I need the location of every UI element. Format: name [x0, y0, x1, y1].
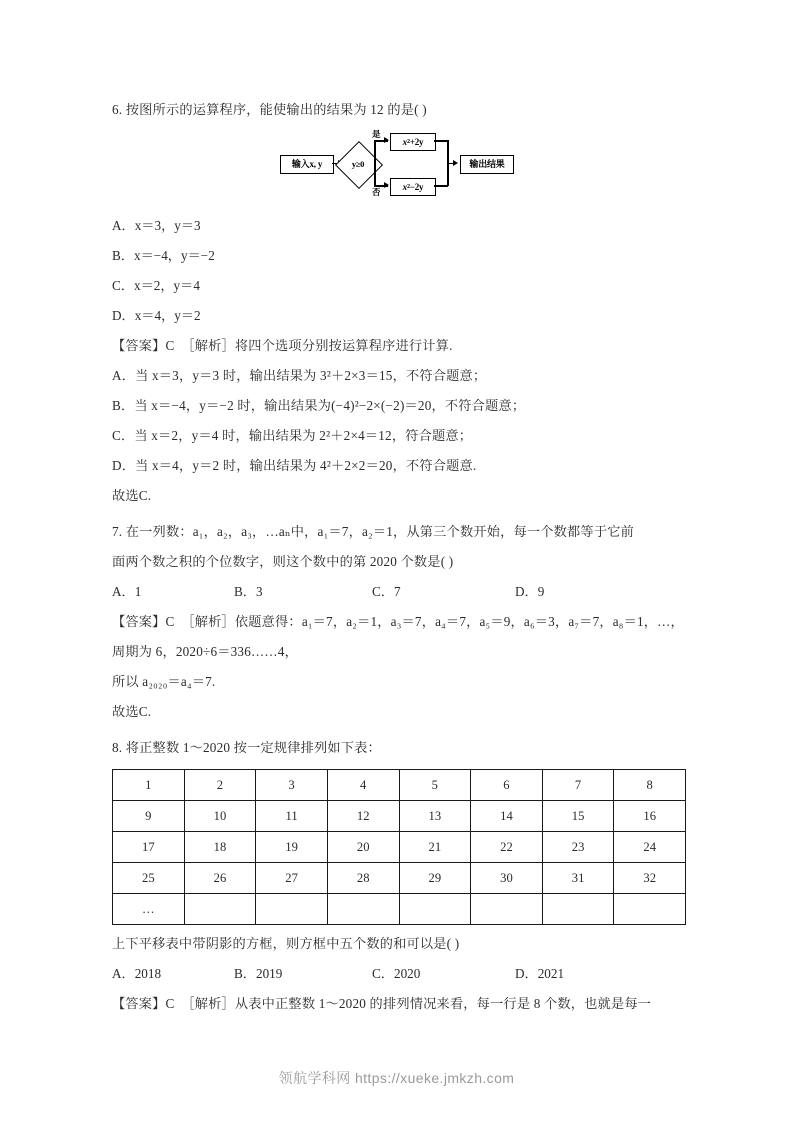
table-row: [113, 832, 686, 863]
question-7-explain-line-3: 所以 a₂₀₂₀＝a₄＝7.: [112, 674, 216, 689]
table-cell: 15: [542, 801, 614, 832]
flow-connector-merge-top: [434, 140, 448, 142]
question-8-answer-line: 【答案】C ［解析］从表中正整数 1～2020 的排列情况来看，每一行是 8 个数，也就是每一: [112, 996, 652, 1011]
question-8-stem: 8. 将正整数 1～2020 按一定规律排列如下表：: [112, 740, 381, 755]
table-cell: 32: [614, 863, 686, 894]
table-cell: 27: [256, 863, 328, 894]
table-row: [113, 770, 686, 801]
table-cell: [327, 894, 399, 925]
table-cell: 18: [184, 832, 256, 863]
table-cell: 14: [471, 801, 543, 832]
flow-connector-yes-vertical: [374, 141, 376, 164]
table-row: [113, 863, 686, 894]
flow-arrowhead-yes: [384, 137, 389, 143]
table-cell: [471, 894, 543, 925]
table-cell: 19: [256, 832, 328, 863]
table-cell: 11: [256, 801, 328, 832]
table-cell: 10: [184, 801, 256, 832]
page-content: [112, 95, 690, 1019]
question-7-option-b: B．3: [234, 584, 263, 599]
table-cell: 8: [614, 770, 686, 801]
question-6-explain-c: C．当 x＝2，y＝4 时，输出结果为 2²＋2×4＝12，符合题意；: [112, 428, 473, 443]
table-cell: 4: [327, 770, 399, 801]
table-cell: 1: [113, 770, 185, 801]
table-cell: 25: [113, 863, 185, 894]
table-cell: [256, 894, 328, 925]
question-7-option-c: C．7: [372, 584, 401, 599]
no-expr-base: x: [402, 181, 407, 192]
table-cell: 26: [184, 863, 256, 894]
yes-expr-exponent: 2: [406, 138, 410, 145]
table-cell: [399, 894, 471, 925]
table-body: [113, 770, 686, 925]
yes-expr-base: x: [402, 136, 407, 147]
table-cell: [614, 894, 686, 925]
no-expr-rest: −2y: [409, 181, 424, 192]
question-6-explain-a: A．当 x＝3，y＝3 时，输出结果为 3²＋2×3＝15，不符合题意；: [112, 368, 487, 383]
question-7-stem-line-1: 7. 在一列数：a₁，a₂，a₃，…aₙ中，a₁＝7，a₂＝1，从第三个数开始，每一个数都等于它前: [112, 524, 634, 539]
question-6-answer-line: 【答案】C ［解析］将四个选项分别按运算程序进行计算.: [112, 338, 453, 353]
table-cell: [542, 894, 614, 925]
question-8-option-b: B．2019: [234, 966, 283, 981]
table-cell: 3: [256, 770, 328, 801]
table-cell: 17: [113, 832, 185, 863]
question-6-option-b: B．x＝−4，y＝−2: [112, 248, 215, 263]
question-7-answer-line: 【答案】C ［解析］依题意得：a₁＝7，a₂＝1，a₃＝7，a₄＝7，a₅＝9，a₆＝3，a₇＝7，a₈＝1，…，: [112, 614, 684, 629]
yes-expr-rest: +2y: [409, 136, 424, 147]
table-cell: 31: [542, 863, 614, 894]
question-7-option-a: A．1: [112, 584, 142, 599]
question-6-explain-b: B．当 x＝−4，y＝−2 时，输出结果为(−4)²−2×(−2)＝20，不符合题意；: [112, 398, 526, 413]
question-8-after-table: 上下平移表中带阴影的方框，则方框中五个数的和可以是( ): [112, 936, 460, 951]
question-6-option-d: D．x＝4，y＝2: [112, 308, 201, 323]
integer-arrangement-table: [112, 769, 686, 925]
flowchart-decision-label: y≥0: [351, 159, 365, 169]
flowchart-yes-label: 是: [372, 129, 381, 139]
question-8-options: [112, 959, 690, 989]
flow-arrowhead-no: [384, 182, 389, 188]
flowchart: [280, 131, 512, 201]
table-cell: [184, 894, 256, 925]
table-cell: 13: [399, 801, 471, 832]
flowchart-yes-expression-box: [390, 133, 436, 151]
flowchart-input-box: 输入x, y: [280, 155, 334, 174]
table-cell: 12: [327, 801, 399, 832]
question-6-stem: 6. 按图所示的运算程序，能使输出的结果为 12 的是( ): [112, 102, 427, 117]
table-cell: 9: [113, 801, 185, 832]
flowchart-output-box: 输出结果: [460, 155, 514, 174]
question-8-option-d: D．2021: [515, 966, 565, 981]
question-6-option-c: C．x＝2，y＝4: [112, 278, 200, 293]
flow-connector-no-vertical: [374, 164, 376, 186]
no-expr-exponent: 2: [406, 183, 410, 190]
table-cell: 30: [471, 863, 543, 894]
flowchart-no-label: 否: [372, 187, 381, 197]
question-7-stem-line-2: 面两个数之积的个位数字，则这个数中的第 2020 个数是( ): [112, 554, 454, 569]
table-cell: 2: [184, 770, 256, 801]
table-cell: 7: [542, 770, 614, 801]
table-cell: 6: [471, 770, 543, 801]
question-7-explain-line-2: 周期为 6，2020÷6＝336……4，: [112, 644, 298, 659]
table-cell: 20: [327, 832, 399, 863]
table-cell: 23: [542, 832, 614, 863]
flowchart-no-expression-box: [390, 178, 436, 196]
table-cell: …: [113, 894, 185, 925]
table-cell: 22: [471, 832, 543, 863]
footer-watermark: 领航学科网 https://xueke.jmkzh.com: [278, 1070, 515, 1086]
flow-arrowhead-output: [453, 160, 458, 166]
table-cell: 24: [614, 832, 686, 863]
question-7-option-d: D．9: [515, 584, 545, 599]
table-cell: 21: [399, 832, 471, 863]
question-7-conclusion: 故选C.: [112, 704, 152, 719]
table-row: [113, 894, 686, 925]
table-row: [113, 801, 686, 832]
question-6-option-a: A．x＝3，y＝3: [112, 218, 201, 233]
table-cell: 28: [327, 863, 399, 894]
question-8-option-a: A．2018: [112, 966, 162, 981]
question-8-option-c: C．2020: [372, 966, 421, 981]
table-cell: 29: [399, 863, 471, 894]
question-6-explain-d: D．当 x＝4，y＝2 时，输出结果为 4²＋2×2＝20，不符合题意.: [112, 458, 477, 473]
table-cell: 16: [614, 801, 686, 832]
question-6-flowchart-figure: [112, 131, 690, 203]
flow-connector-merge-bottom: [434, 185, 448, 187]
table-cell: 5: [399, 770, 471, 801]
question-6-conclusion: 故选C.: [112, 488, 152, 503]
question-7-options: [112, 577, 690, 607]
